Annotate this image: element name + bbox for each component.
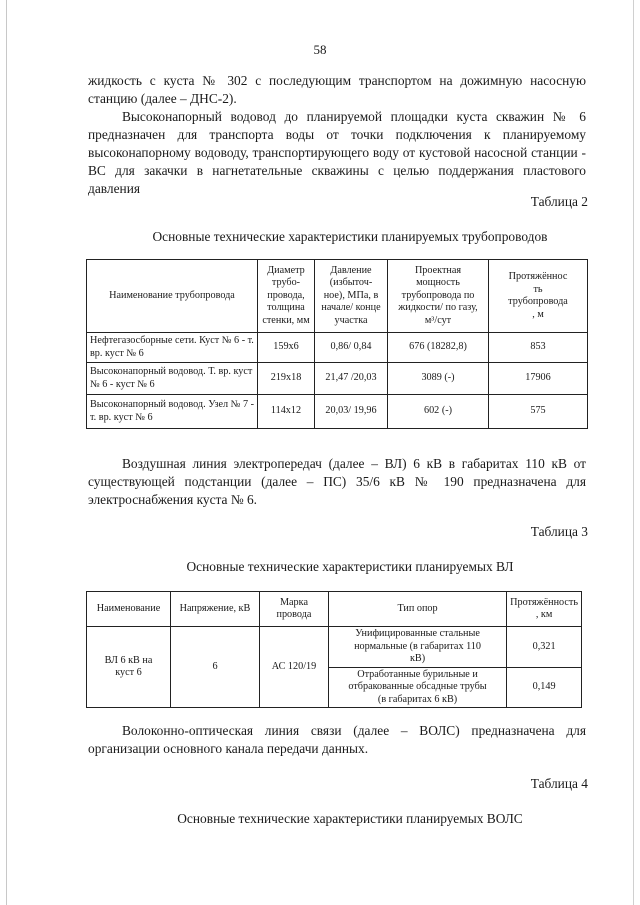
table-2-cell: 17906 xyxy=(489,363,588,395)
table-2-cell: Нефтегазосборные сети. Куст № 6 - т. вр. куст № 6 xyxy=(87,333,258,363)
table-2-cell: 3089 (-) xyxy=(388,363,489,395)
table-row xyxy=(87,627,582,668)
table-3-header-wire: Марка провода xyxy=(260,592,329,627)
table-3-wire: АС 120/19 xyxy=(260,627,329,708)
table-3-support-length: 0,321 xyxy=(507,627,582,668)
table-2-cell: 575 xyxy=(489,395,588,429)
table-3-header-name: Наименование xyxy=(87,592,171,627)
table-3 xyxy=(86,591,582,708)
table-2-header-row xyxy=(87,260,588,333)
paragraph-4: Волоконно-оптическая линия связи (далее – ВОЛС) предназначена для организации основного канала передачи данных. xyxy=(88,723,586,756)
table-3-header-row xyxy=(87,592,582,627)
table-2-header-pressure: Давление (избыточ- ное), МПа, в начале/ конце участка xyxy=(315,260,388,333)
table-2-cell: 114х12 xyxy=(258,395,315,429)
table-4-caption: Основные технические характеристики планируемых ВОЛС xyxy=(177,811,523,826)
paragraph-1: жидкость с куста № 302 с последующим транспортом на дожимную насосную станцию (далее – ДНС-2). xyxy=(88,73,586,106)
table-3-support-type: Унифицированные стальные нормальные (в габаритах 110 кВ) xyxy=(328,627,506,668)
table-3-label: Таблица 3 xyxy=(530,524,588,539)
scan-edge-left xyxy=(6,0,7,905)
table-2-header-name: Наименование трубопровода xyxy=(87,260,258,333)
table-row xyxy=(87,395,588,429)
table-3-header-voltage: Напряжение, кВ xyxy=(170,592,259,627)
table-2-cell: 676 (18282,8) xyxy=(388,333,489,363)
table-3-support-type: Отработанные бурильные и отбракованные обсадные трубы (в габаритах 6 кВ) xyxy=(328,667,506,708)
table-4-label: Таблица 4 xyxy=(530,776,588,791)
table-2-cell: Высоконапорный водовод. Узел № 7 - т. вр. куст № 6 xyxy=(87,395,258,429)
paragraph-2: Высоконапорный водовод до планируемой площадки куста скважин № 6 предназначен для транспорта воды от точки подключения к планируемому высоконапорному водоводу, транспортирующего воду от кустовой насосной станции - ВС для закачки в нагнетательные скважины с целью поддержания пластового давления xyxy=(88,109,586,196)
scan-edge-right xyxy=(633,0,634,905)
table-row xyxy=(87,363,588,395)
table-2-cell: 0,86/ 0,84 xyxy=(315,333,388,363)
table-3-line-name: ВЛ 6 кВ на куст 6 xyxy=(87,627,171,708)
table-2-cell: 20,03/ 19,96 xyxy=(315,395,388,429)
table-2-cell: 219х18 xyxy=(258,363,315,395)
table-2-cell: 853 xyxy=(489,333,588,363)
table-3-voltage: 6 xyxy=(170,627,259,708)
table-2-caption: Основные технические характеристики планируемых трубопроводов xyxy=(152,229,548,244)
table-2-cell: 21,47 /20,03 xyxy=(315,363,388,395)
paragraph-3: Воздушная линия электропередач (далее – ВЛ) 6 кВ в габаритах 110 кВ от существующей подстанции (далее – ПС) 35/6 кВ № 190 предназначена для электроснабжения куста № 6. xyxy=(88,456,586,507)
table-3-caption: Основные технические характеристики планируемых ВЛ xyxy=(186,559,514,574)
table-row xyxy=(87,333,588,363)
table-2 xyxy=(86,259,588,429)
page-number: 58 xyxy=(313,42,327,57)
table-2-header-length: Протяжённос ть трубопровода , м xyxy=(489,260,588,333)
table-2-cell: Высоконапорный водовод. Т. вр. куст № 6 - куст № 6 xyxy=(87,363,258,395)
table-2-cell: 159х6 xyxy=(258,333,315,363)
table-2-label: Таблица 2 xyxy=(530,194,588,209)
table-2-cell: 602 (-) xyxy=(388,395,489,429)
table-2-header-diameter: Диаметр трубо- провода, толщина стенки, мм xyxy=(258,260,315,333)
table-3-support-length: 0,149 xyxy=(507,667,582,708)
table-3-header-supports: Тип опор xyxy=(328,592,506,627)
table-3-header-length: Протяжённость , км xyxy=(507,592,582,627)
table-2-header-capacity: Проектная мощность трубопровода по жидкости/ по газу, м³/сут xyxy=(388,260,489,333)
